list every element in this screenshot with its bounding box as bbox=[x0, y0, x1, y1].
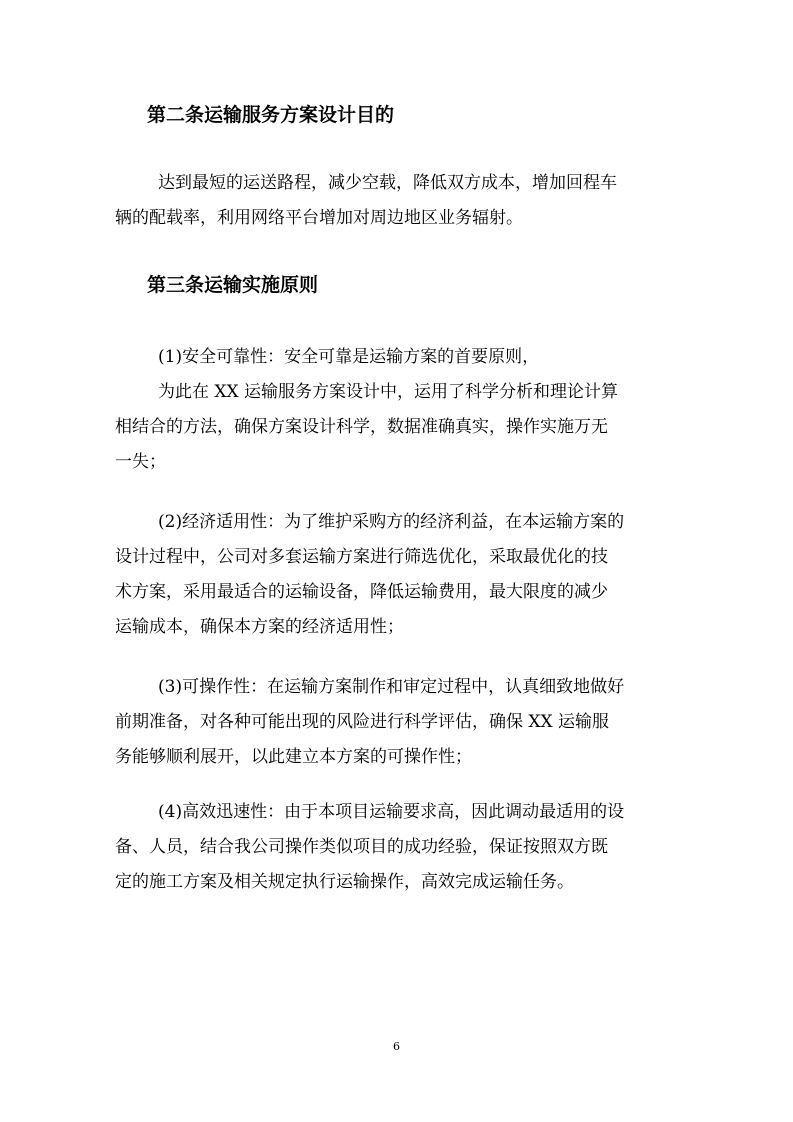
section-2-heading: 第二条运输服务方案设计目的 bbox=[147, 104, 395, 126]
page-number: 6 bbox=[393, 1040, 400, 1053]
section-3-heading: 第三条运输实施原则 bbox=[147, 274, 319, 296]
paragraph-line: (1)安全可靠性：安全可靠是运输方案的首要原则， bbox=[158, 347, 540, 367]
paragraph-line: 备、人员，结合我公司操作类似项目的成功经验，保证按照双方既 bbox=[115, 837, 608, 857]
principle-2-paragraph bbox=[115, 505, 681, 645]
paragraph-line: 一失； bbox=[115, 452, 166, 472]
paragraph-line: 前期准备，对各种可能出现的风险进行科学评估，确保 XX 运输服 bbox=[115, 712, 610, 732]
paragraph-line: 辆的配载率，利用网络平台增加对周边地区业务辐射。 bbox=[115, 208, 523, 228]
principle-4-paragraph bbox=[115, 795, 681, 900]
paragraph-line: 术方案，采用最适合的运输设备，降低运输费用，最大限度的减少 bbox=[115, 582, 608, 602]
paragraph-line: 运输成本，确保本方案的经济适用性； bbox=[115, 617, 404, 637]
paragraph-line: (4)高效迅速性：由于本项目运输要求高，因此调动最适用的设 bbox=[158, 802, 625, 822]
paragraph-line: 为此在 XX 运输服务方案设计中，运用了科学分析和理论计算 bbox=[158, 382, 619, 402]
principle-1-paragraph bbox=[115, 340, 681, 480]
paragraph-line: 务能够顺利展开，以此建立本方案的可操作性； bbox=[115, 747, 472, 767]
paragraph-line: 设计过程中，公司对多套运输方案进行筛选优化，采取最优化的技 bbox=[115, 547, 608, 567]
principle-3-paragraph bbox=[115, 670, 681, 775]
paragraph-line: 定的施工方案及相关规定执行运输操作，高效完成运输任务。 bbox=[115, 872, 574, 892]
section-2-paragraph bbox=[115, 166, 681, 236]
paragraph-line: (3)可操作性：在运输方案制作和审定过程中，认真细致地做好 bbox=[158, 677, 625, 697]
paragraph-line: (2)经济适用性：为了维护采购方的经济利益，在本运输方案的 bbox=[158, 512, 625, 532]
paragraph-line: 相结合的方法，确保方案设计科学，数据准确真实，操作实施万无 bbox=[115, 417, 608, 437]
paragraph-line: 达到最短的运送路程，减少空载，降低双方成本，增加回程车 bbox=[158, 173, 617, 193]
